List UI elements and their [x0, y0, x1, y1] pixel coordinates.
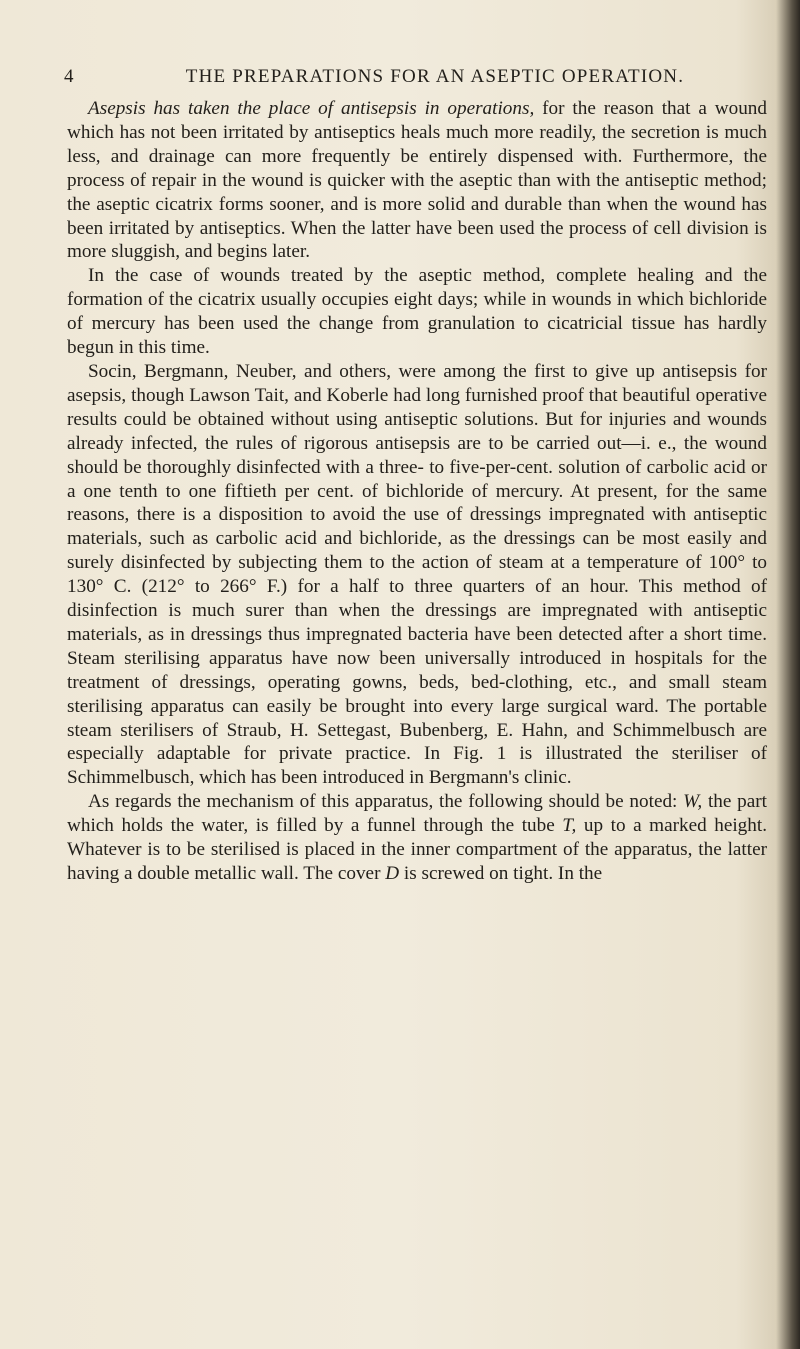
- paragraph-text: the part which holds the water, is filled by a funnel through the tube: [67, 791, 767, 837]
- paragraph-text: up to a marked height. Whatever is to be sterilised is placed in the inner compartment of the apparatus, the latter having a double metallic wall. The cover: [67, 815, 767, 884]
- page-number: 4: [64, 66, 75, 87]
- paragraph-mechanism: [67, 790, 767, 886]
- label-w: W,: [683, 791, 703, 813]
- paragraph-text: is screwed on tight. In the: [399, 863, 603, 884]
- paragraph-asepsis: [67, 97, 767, 264]
- label-d: D: [385, 863, 400, 884]
- paragraph-sterilisation: Socin, Bergmann, Neuber, and others, were among the first to give up antisepsis for asepsis, though Lawson Tait, and Koberle had long furnished proof that beautiful operative results could be obtained without using antiseptic solutions. But for injuries and wounds already infected, the rules of rigorous antisepsis are to be carried out—i. e., the wound should be thoroughly disinfected with a three- to five-per-cent. solution of carbolic acid or a one tenth to one fiftieth per cent. of bichloride of mercury. At present, for the same reasons, there is a disposition to avoid the use of dressings impregnated with antiseptic materials, such as carbolic acid and bichloride, as the dressings can be most easily and surely disinfected by subjecting them to the action of steam at a temperature of 100° to 130° C. (212° to 266° F.) for a half to three quarters of an hour. This method of disinfection is much surer than when the dressings are impregnated with antiseptic materials, as in dressings thus impregnated bacteria have been detected after a short time. Steam sterilising apparatus have now been universally introduced in hospitals for the treatment of dressings, operating gowns, beds, bed-clothing, etc., and small steam sterilising apparatus can easily be brought into every large surgical ward. The portable steam sterilisers of Straub, H. Settegast, Bubenberg, E. Hahn, and Schimmelbusch are especially adaptable for private practice. In Fig. 1 is illustrated the steriliser of Schimmelbusch, which has been introduced in Bergmann's clinic.: [67, 360, 767, 789]
- running-title: THE PREPARATIONS FOR AN ASEPTIC OPERATION.: [185, 66, 685, 87]
- running-head: [64, 62, 754, 94]
- paragraph-text: As regards the mechanism of this apparatus, the following should be noted:: [88, 791, 684, 813]
- label-t: T,: [562, 815, 577, 837]
- paragraph-healing: In the case of wounds treated by the aseptic method, complete healing and the formation of the cicatrix usually occupies eight days; while in wounds in which bichloride of mercury has been used the change from granulation to cicatricial tissue has hardly begun in this time.: [67, 265, 767, 359]
- lead-italic-phrase: Asepsis has taken the place of antisepsis in operations,: [88, 98, 535, 119]
- paragraph-text: for the reason that a wound which has not been irritated by antiseptics heals much more readily, the secretion is much less, and drainage can more frequently be entirely dispensed with. Furthermore, the process of repair in the wound is quicker with the aseptic than with the antiseptic method; the aseptic cicatrix forms sooner, and is more solid and durable than when the wound has been irritated by antiseptics. When the latter have been used the process of cell division is more sluggish, and begins later.: [67, 98, 767, 263]
- body-text: [67, 97, 767, 886]
